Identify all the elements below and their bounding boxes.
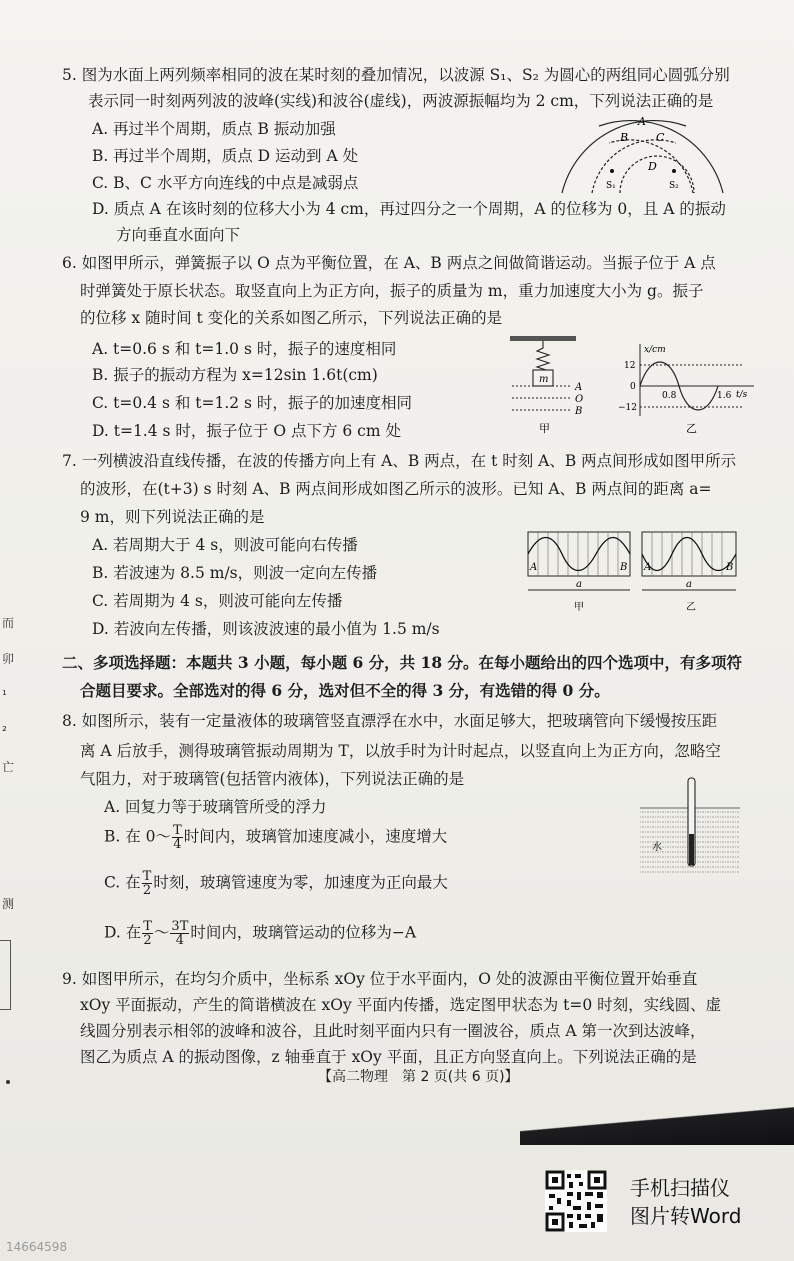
fraction-numerator: T	[173, 823, 182, 838]
q8-floating-tube-figure	[638, 770, 743, 880]
q8-option-b	[104, 824, 447, 851]
q6-stem-line1: 6. 如图甲所示，弹簧振子以 O 点为平衡位置，在 A、B 两点之间做简谐运动。当振子位于 A 点	[62, 254, 716, 272]
q8-option-d	[104, 920, 416, 947]
q8-option-a: A. 回复力等于玻璃管所受的浮力	[104, 798, 327, 816]
q6-graph-tick-08: 0.8	[662, 391, 677, 401]
q5-option-c: C. B、C 水平方向连线的中点是减弱点	[92, 174, 359, 192]
q5-option-d-line1: D. 质点 A 在该时刻的位移大小为 4 cm，再过四分之一个周期，A 的位移为 0，且 A 的振动	[92, 200, 726, 218]
q9-stem-line2: xOy 平面振动，产生的简谐横波在 xOy 平面内传播，选定图甲状态为 t=0 时刻，实线圆、虚	[80, 996, 722, 1014]
q6-displacement-time-graph	[614, 340, 764, 434]
q5-option-a: A. 再过半个周期，质点 B 振动加强	[92, 120, 336, 138]
q6-caption-yi: 乙	[686, 422, 697, 434]
q8-option-b-prefix: B. 在 0～	[104, 827, 172, 846]
q7-yi-label-a: A	[644, 562, 652, 573]
q5-stem-line1: 5. 图为水面上两列频率相同的波在某时刻的叠加情况，以波源 S₁、S₂ 为圆心的两组同心圆弧分别	[62, 66, 730, 84]
q6-option-b: B. 振子的振动方程为 x=12sin 1.6t(cm)	[92, 366, 378, 384]
q6-graph-tick-16: 1.6	[717, 391, 732, 401]
q5-label-c: C	[656, 131, 665, 144]
margin-mark: ₁	[2, 684, 7, 698]
q6-caption-jia: 甲	[539, 422, 550, 434]
margin-mark: 亡	[2, 760, 15, 774]
section2-header-line1: 二、多项选择题：本题共 3 小题，每小题 6 分，共 18 分。在每小题给出的四个选项中，有多项符	[62, 653, 743, 672]
watermark-id: 14664598	[6, 1240, 68, 1254]
q5-stem-line2: 表示同一时刻两列波的波峰(实线)和波谷(虚线)，两波源振幅均为 2 cm，下列说法正确的是	[88, 92, 714, 110]
scanner-label-line1: 手机扫描仪	[630, 1176, 730, 1200]
fraction-denominator: 2	[143, 933, 152, 948]
q8-option-d-fraction1	[142, 920, 153, 947]
scan-shadow	[520, 1105, 794, 1145]
q6-mass-label: m	[539, 374, 549, 385]
qr-code-icon[interactable]	[545, 1170, 607, 1232]
q6-stem-line3: 的位移 x 随时间 t 变化的关系如图乙所示，下列说法正确的是	[80, 309, 503, 327]
q7-option-c: C. 若周期为 4 s，则波可能向左传播	[92, 592, 343, 610]
q7-caption-yi: 乙	[686, 602, 696, 613]
q7-yi-label-dist: a	[686, 579, 692, 590]
fraction-denominator: 4	[175, 933, 185, 948]
q5-wave-interference-figure	[550, 108, 735, 194]
margin-mark: 而	[2, 616, 15, 630]
q6-option-a: A. t=0.6 s 和 t=1.0 s 时，振子的速度相同	[92, 340, 397, 358]
q8-stem-line3: 气阻力，对于玻璃管(包括管内液体)，下列说法正确的是	[80, 770, 465, 788]
q8-water-label: 水	[652, 842, 662, 853]
q5-label-d: D	[648, 160, 657, 173]
q8-stem-line2: 离 A 后放手，测得玻璃管振动周期为 T，以放手时为计时起点，以竖直向上为正方向，忽略空	[80, 742, 721, 760]
q8-option-c-text: 时刻，玻璃管速度为零，加速度为正向最大	[153, 873, 448, 892]
q7-stem-line3: 9 m，则下列说法正确的是	[80, 508, 265, 526]
q5-option-b: B. 再过半个周期，质点 D 运动到 A 处	[92, 147, 359, 165]
q6-graph-ylabel: x/cm	[644, 345, 666, 355]
q6-spring-oscillator-figure	[508, 334, 598, 434]
q7-jia-label-dist: a	[576, 579, 582, 590]
q7-waveform-jia	[524, 528, 634, 618]
q8-option-d-sep: ～	[153, 923, 170, 942]
q5-label-b: B	[620, 131, 629, 144]
q5-label-s1: S₁	[606, 181, 616, 191]
q9-stem-line1: 9. 如图甲所示，在均匀介质中，坐标系 xOy 位于水平面内，O 处的波源由平衡位置开始垂直	[62, 970, 698, 988]
fraction-numerator: T	[143, 919, 152, 934]
q7-waveform-yi	[638, 528, 743, 618]
scanner-label-line2: 图片转Word	[630, 1204, 742, 1228]
q6-option-c: C. t=0.4 s 和 t=1.2 s 时，振子的加速度相同	[92, 394, 412, 412]
q5-label-a: A	[638, 115, 646, 128]
q8-option-b-text: 时间内，玻璃管加速度减小，速度增大	[183, 827, 448, 846]
fraction-numerator: 3T	[171, 919, 189, 934]
fraction-numerator: T	[142, 869, 152, 884]
q6-graph-tick-neg12: −12	[618, 403, 637, 413]
q6-label-a: A	[575, 382, 583, 393]
q6-graph-tick-12: 12	[624, 361, 636, 371]
q6-graph-xlabel: t/s	[736, 390, 748, 400]
q6-graph-tick-0: 0	[630, 382, 636, 392]
q7-jia-label-b: B	[620, 562, 628, 573]
q8-option-c-prefix: C. 在	[104, 873, 141, 892]
q8-option-c	[104, 870, 448, 897]
margin-dot	[6, 1080, 10, 1084]
q8-option-b-fraction	[172, 824, 183, 851]
q7-yi-label-b: B	[726, 562, 734, 573]
q5-option-d-line2: 方向垂直水面向下	[116, 226, 241, 244]
fraction-denominator: 2	[142, 883, 152, 898]
q7-stem-line1: 7. 一列横波沿直线传播，在波的传播方向上有 A、B 两点，在 t 时刻 A、B 两点间形成如图甲所示	[62, 452, 737, 470]
q8-option-d-text: 时间内，玻璃管运动的位移为−A	[190, 923, 417, 942]
q9-stem-line3: 线圆分别表示相邻的波峰和波谷，且此时刻平面内只有一圈波谷，质点 A 第一次到达波峰，	[80, 1022, 706, 1040]
q8-stem-line1: 8. 如图所示，装有一定量液体的玻璃管竖直漂浮在水中，水面足够大，把玻璃管向下缓慢按压距	[62, 712, 718, 730]
q6-label-o: O	[575, 394, 584, 405]
margin-mark: ₂	[2, 720, 7, 734]
q7-stem-line2: 的波形，在(t+3) s 时刻 A、B 两点间形成如图乙所示的波形。已知 A、B 两点间的距离 a=	[80, 480, 712, 498]
q7-option-d: D. 若波向左传播，则该波波速的最小值为 1.5 m/s	[92, 620, 440, 638]
margin-mark: 测	[2, 897, 15, 911]
margin-box	[0, 940, 11, 1010]
q8-option-d-prefix: D. 在	[104, 923, 142, 942]
q5-label-s2: S₂	[669, 181, 679, 191]
q9-stem-line4: 图乙为质点 A 的振动图像，z 轴垂直于 xOy 平面，且正方向竖直向上。下列说法正确的是	[80, 1048, 697, 1066]
fraction-denominator: 4	[173, 837, 182, 852]
q6-label-b: B	[575, 406, 583, 417]
q7-jia-label-a: A	[530, 562, 538, 573]
page-footer: 【高二物理 第 2 页(共 6 页)】	[318, 1069, 519, 1085]
q7-option-b: B. 若波速为 8.5 m/s，则波一定向左传播	[92, 564, 378, 582]
q7-caption-jia: 甲	[574, 602, 584, 613]
q8-option-d-fraction2	[170, 920, 189, 947]
q6-stem-line2: 时弹簧处于原长状态。取竖直向上为正方向，振子的质量为 m，重力加速度大小为 g。振子	[80, 282, 704, 300]
q6-option-d: D. t=1.4 s 时，振子位于 O 点下方 6 cm 处	[92, 422, 401, 440]
margin-mark: 卯	[2, 652, 15, 666]
q7-option-a: A. 若周期大于 4 s，则波可能向右传播	[92, 536, 358, 554]
section2-header-line2: 合题目要求。全部选对的得 6 分，选对但不全的得 3 分，有选错的得 0 分。	[80, 681, 610, 700]
q8-option-c-fraction	[142, 870, 153, 897]
